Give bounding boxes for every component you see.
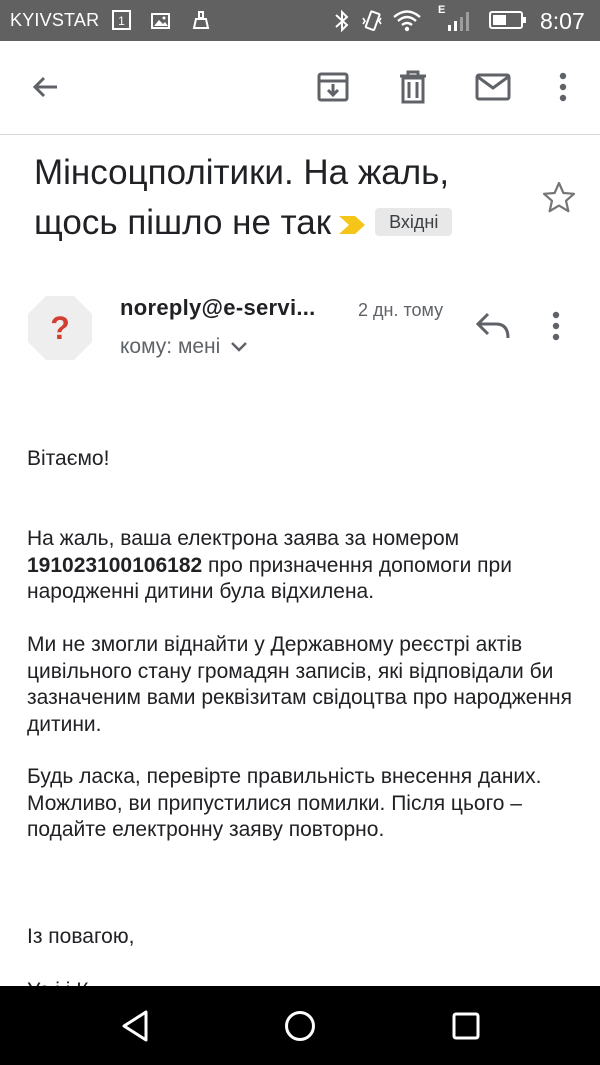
mark-unread-icon xyxy=(475,73,511,101)
star-button[interactable] xyxy=(541,180,577,221)
nav-back-button[interactable] xyxy=(114,1004,158,1048)
signal-icon xyxy=(446,9,472,38)
closing-text: Із повагою, xyxy=(27,925,135,948)
sender-avatar[interactable] xyxy=(26,294,94,367)
nav-recents-button[interactable] xyxy=(444,1004,488,1048)
email-toolbar xyxy=(0,41,600,135)
mark-unread-button[interactable] xyxy=(473,67,513,107)
sender-address[interactable]: noreply@e-servi... xyxy=(120,295,316,320)
body-paragraph-3: Будь ласка, перевірте правильність внесення даних. Можливо, ви припустилися помилки. Після цього – подайте електронну заяву повторно. xyxy=(27,765,542,841)
label-chip-inbox[interactable]: Вхідні xyxy=(375,208,452,236)
greeting-text: Вітаємо! xyxy=(27,447,110,470)
recipient-details-toggle[interactable] xyxy=(120,335,248,359)
reply-icon xyxy=(474,308,514,344)
avatar-glyph: ? xyxy=(50,310,70,346)
square-recents-icon xyxy=(444,1004,488,1048)
more-options-button[interactable] xyxy=(543,67,583,107)
photo-icon xyxy=(150,9,172,36)
delete-button[interactable] xyxy=(393,67,433,107)
back-arrow-icon xyxy=(30,71,62,103)
archive-button[interactable] xyxy=(313,67,353,107)
reply-button[interactable] xyxy=(474,308,514,349)
battery-icon xyxy=(489,10,527,35)
email-subject xyxy=(34,148,514,250)
delete-icon xyxy=(398,70,428,104)
bluetooth-icon xyxy=(333,9,351,38)
chevron-down-icon xyxy=(230,335,248,359)
body-paragraph-2: Ми не змогли віднайти у Державному реєстрі актів цивільного стану громадян записів, які відповідали би зазначеним вами реквізитам свідоцтва про народження дитини. xyxy=(27,633,573,736)
carrier-name: KYIVSTAR xyxy=(10,10,100,30)
nav-home-button[interactable] xyxy=(278,1004,322,1048)
sim-badge-text: 1 xyxy=(118,14,125,28)
recipient-text: кому: мені xyxy=(120,335,221,358)
star-icon xyxy=(541,180,577,216)
clock-time: 8:07 xyxy=(540,8,585,34)
paragraph-1-intro: На жаль, ваша електрона заява за номером xyxy=(27,527,460,550)
email-date: 2 дн. тому xyxy=(358,300,444,320)
more-vert-icon xyxy=(551,308,561,344)
paragraph-1-rest: про призначення допомоги при народженні дитини була відхилена. xyxy=(27,553,512,603)
sim-1-icon xyxy=(112,9,132,36)
vibrate-icon xyxy=(360,9,384,38)
network-type: E xyxy=(438,4,446,16)
archive-icon xyxy=(316,70,350,104)
status-bar xyxy=(0,0,600,41)
back-button[interactable] xyxy=(26,67,66,107)
importance-marker-icon[interactable] xyxy=(337,200,367,250)
android-navigation-bar xyxy=(0,986,600,1065)
wifi-icon xyxy=(392,9,422,38)
subject-text: Мінсоцполітики. На жаль, щось пішло не так xyxy=(34,153,450,242)
message-more-button[interactable] xyxy=(551,308,561,349)
body-paragraph-1 xyxy=(27,526,587,606)
triangle-back-icon xyxy=(114,1004,158,1048)
application-number: 191023100106182 xyxy=(27,553,203,577)
cleaner-icon xyxy=(190,9,212,36)
circle-home-icon xyxy=(278,1004,322,1048)
more-vert-icon xyxy=(558,71,568,103)
